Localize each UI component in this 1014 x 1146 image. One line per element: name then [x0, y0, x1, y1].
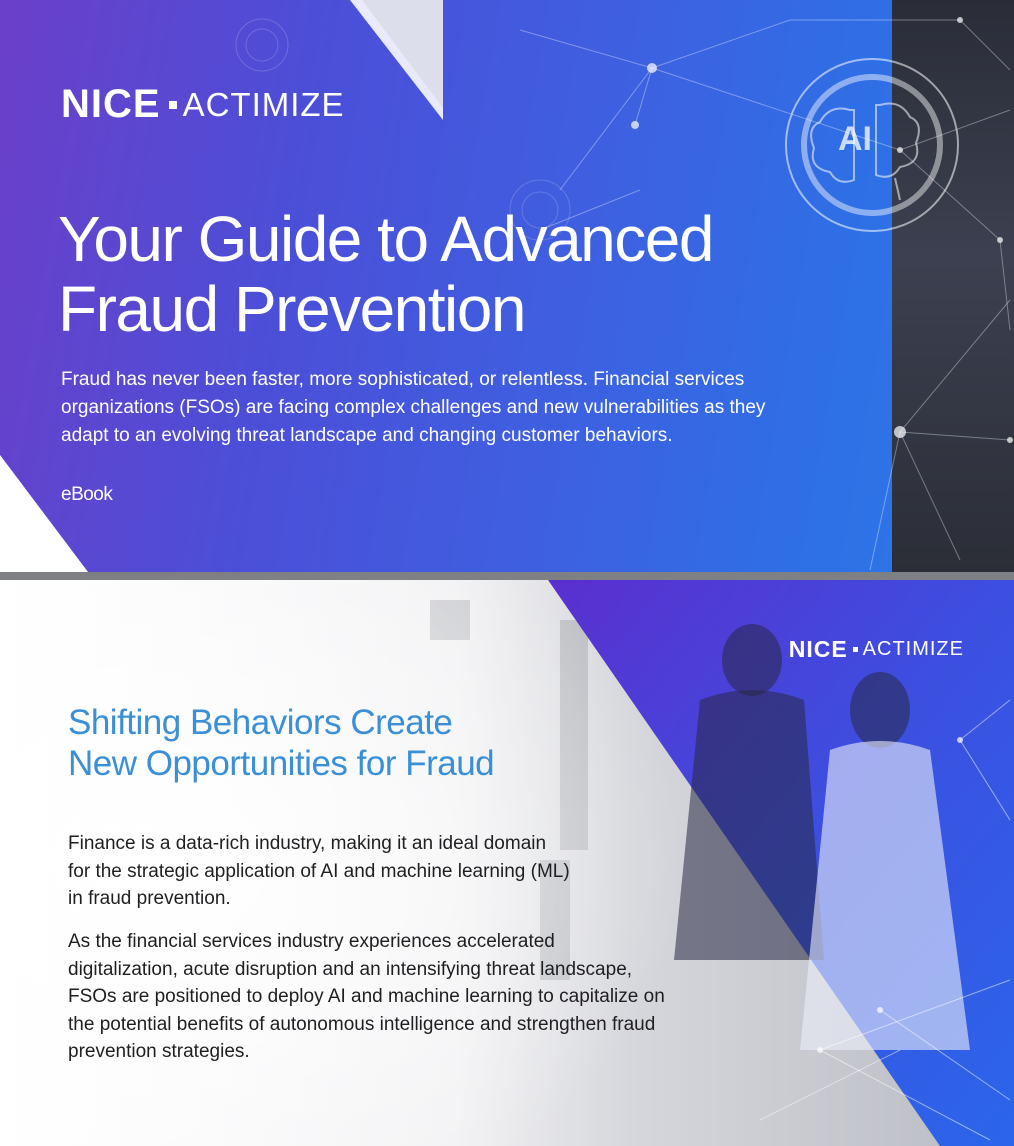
logo-actimize-text: ACTIMIZE: [862, 638, 964, 660]
logo-dot: [853, 647, 858, 652]
logo-dot: [169, 101, 177, 109]
nice-actimize-logo-small: [789, 636, 964, 663]
body-paragraph-1: [68, 830, 748, 913]
paragraph-line: the potential benefits of autonomous intelligence and strengthen fraud: [68, 1013, 656, 1035]
paragraph-line: Finance is a data-rich industry, making it an ideal domain: [68, 833, 547, 854]
cover-title-line: Your Guide to Advanced: [58, 203, 713, 275]
nice-actimize-logo: [61, 82, 345, 127]
cover-intro-line: adapt to an evolving threat landscape and changing customer behaviors.: [61, 425, 673, 446]
paragraph-line: digitalization, acute disruption and an intensifying threat landscape,: [68, 958, 633, 980]
section-heading-line: New Opportunities for Fraud: [68, 744, 495, 783]
content-page: [0, 580, 1014, 1146]
cover-title-line: Fraud Prevention: [58, 273, 525, 345]
document-type-label: eBook: [61, 484, 113, 505]
paragraph-line: As the financial services industry experiences accelerated: [68, 931, 555, 952]
paragraph-line: in fraud prevention.: [68, 888, 231, 909]
cover-title: [58, 204, 818, 344]
section-heading: [68, 702, 628, 784]
ai-badge-text: AI: [838, 120, 872, 158]
paragraph-line: FSOs are positioned to deploy AI and machine learning to capitalize on: [68, 986, 665, 1007]
body-paragraph-2: [68, 928, 748, 1066]
cover-intro-line: Fraud has never been faster, more sophisticated, or relentless. Financial services: [61, 369, 745, 390]
page-divider: [0, 572, 1014, 580]
logo-nice-text: NICE: [788, 636, 848, 662]
logo-nice-text: NICE: [61, 82, 161, 126]
cover-page: [0, 0, 1014, 572]
logo-actimize-text: ACTIMIZE: [182, 85, 345, 123]
cover-intro-paragraph: [61, 366, 861, 450]
cover-intro-line: organizations (FSOs) are facing complex challenges and new vulnerabilities as they: [61, 397, 766, 418]
paragraph-line: for the strategic application of AI and machine learning (ML): [68, 860, 570, 882]
section-heading-line: Shifting Behaviors Create: [68, 703, 453, 742]
paragraph-line: prevention strategies.: [68, 1041, 250, 1062]
